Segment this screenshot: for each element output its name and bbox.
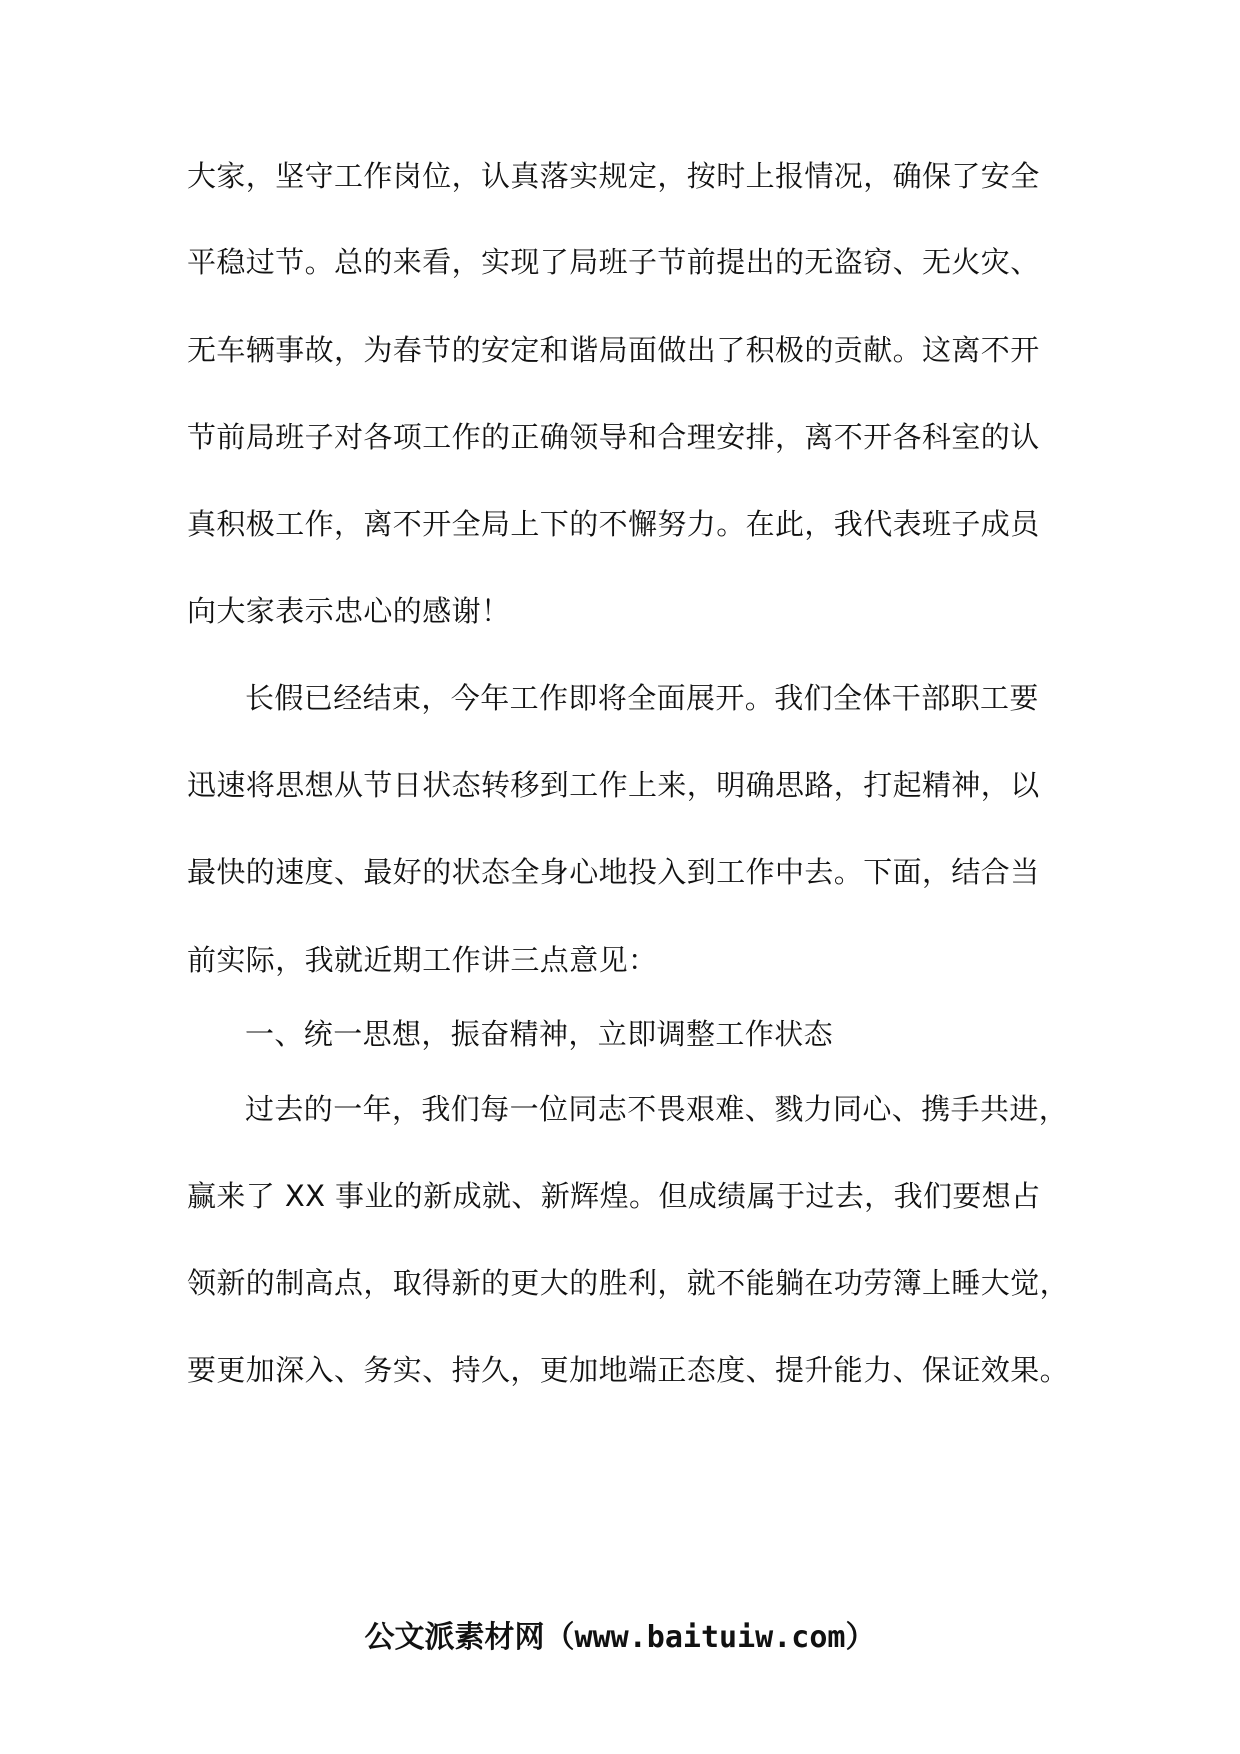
text-line: 无车辆事故，为春节的安定和谐局面做出了积极的贡献。这离不开	[187, 333, 1040, 367]
section-heading: 一、统一思想，振奋精神，立即调整工作状态	[245, 1017, 834, 1051]
text-line: 要更加深入、务实、持久，更加地端正态度、提升能力、保证效果。	[187, 1353, 1070, 1387]
text-line: 迅速将思想从节日状态转移到工作上来，明确思路，打起精神，以	[187, 768, 1040, 802]
paragraph-first-line: 过去的一年，我们每一位同志不畏艰难、戮力同心、携手共进，	[245, 1092, 1069, 1126]
footer-site-url: （www.baituiw.com）	[544, 1620, 876, 1655]
text-line: 前实际，我就近期工作讲三点意见：	[187, 943, 658, 977]
text-line: 平稳过节。总的来看，实现了局班子节前提出的无盗窃、无火灾、	[187, 245, 1040, 279]
page-footer	[0, 1618, 1240, 1658]
paragraph-first-line: 长假已经结束，今年工作即将全面展开。我们全体干部职工要	[245, 681, 1039, 715]
text-line: 向大家表示忠心的感谢！	[187, 594, 511, 628]
text-line: 真积极工作，离不开全局上下的不懈努力。在此，我代表班子成员	[187, 507, 1040, 541]
text-line: 大家，坚守工作岗位，认真落实规定，按时上报情况，确保了安全	[187, 159, 1040, 193]
text-line: 赢来了 XX 事业的新成就、新辉煌。但成绩属于过去，我们要想占	[187, 1179, 1041, 1213]
text-line: 最快的速度、最好的状态全身心地投入到工作中去。下面，结合当	[187, 855, 1040, 889]
text-line: 领新的制高点，取得新的更大的胜利，就不能躺在功劳簿上睡大觉，	[187, 1266, 1070, 1300]
footer-site-name: 公文派素材网	[364, 1620, 545, 1655]
text-line: 节前局班子对各项工作的正确领导和合理安排，离不开各科室的认	[187, 420, 1040, 454]
